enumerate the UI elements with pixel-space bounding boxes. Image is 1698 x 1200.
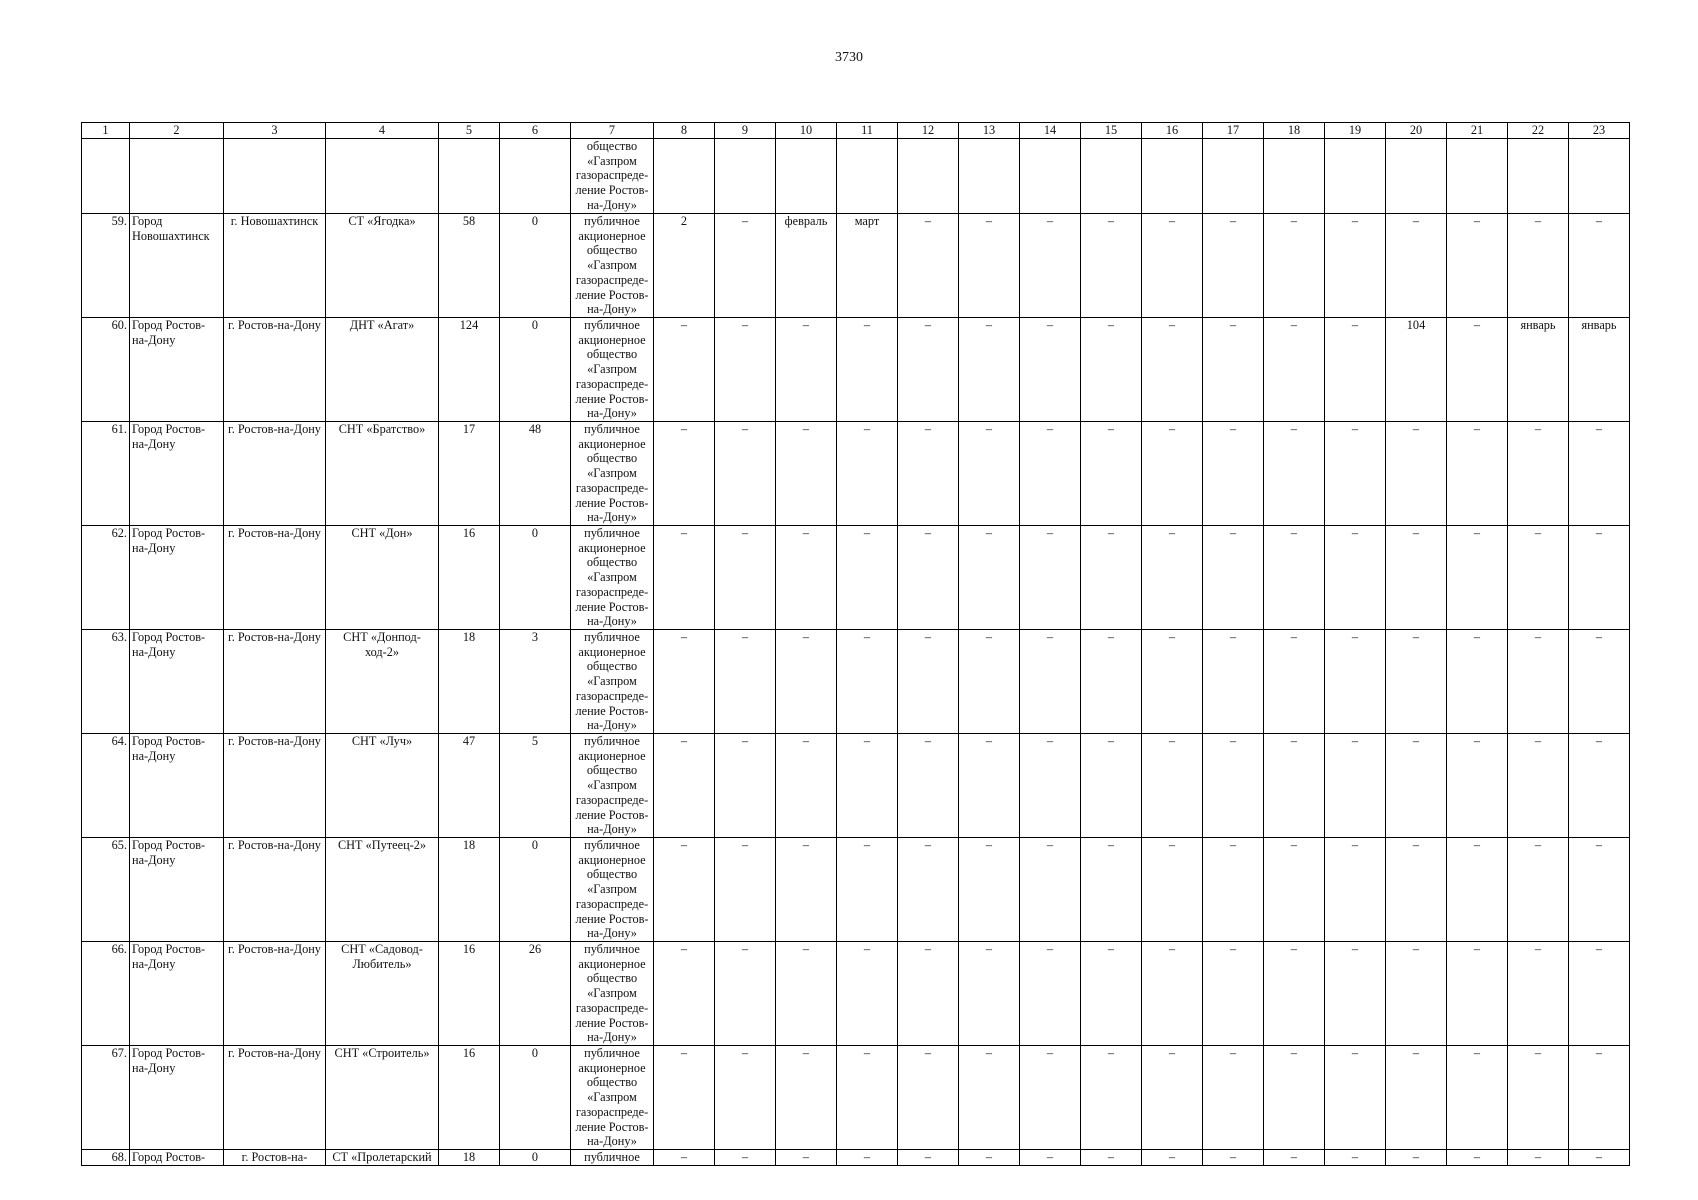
table-cell: – bbox=[776, 526, 837, 630]
table-cell: г. Ростов-на-Дону bbox=[224, 734, 326, 838]
table-cell: – bbox=[776, 630, 837, 734]
table-cell bbox=[1020, 139, 1081, 214]
table-cell: Город Ростов-на-Дону bbox=[130, 526, 224, 630]
table-cell: Город Ростов-на-Дону bbox=[130, 318, 224, 422]
table-cell: – bbox=[1386, 1150, 1447, 1166]
table-cell: Город Ростов-на-Дону bbox=[130, 1046, 224, 1150]
table-cell: – bbox=[959, 838, 1020, 942]
table-cell bbox=[500, 139, 571, 214]
table-cell: – bbox=[1264, 838, 1325, 942]
table-cell: Город Ростов- bbox=[130, 1150, 224, 1166]
table-cell: – bbox=[1325, 318, 1386, 422]
table-cell bbox=[837, 139, 898, 214]
table-cell: – bbox=[898, 422, 959, 526]
table-cell: – bbox=[1447, 422, 1508, 526]
table-cell: – bbox=[1081, 1046, 1142, 1150]
table-cell: 58 bbox=[439, 214, 500, 318]
table-cell: – bbox=[1386, 734, 1447, 838]
table-cell: – bbox=[837, 1150, 898, 1166]
table-row bbox=[82, 1150, 1630, 1166]
table-cell: – bbox=[1142, 526, 1203, 630]
table-row bbox=[82, 1046, 1630, 1150]
table-cell: публичное акционерное общество «Газпром газораспреде-ление Ростов-на-Дону» bbox=[571, 734, 654, 838]
table-cell: 16 bbox=[439, 1046, 500, 1150]
table-cell: – bbox=[898, 1046, 959, 1150]
col-header: 6 bbox=[500, 123, 571, 139]
table-cell: – bbox=[898, 318, 959, 422]
table-cell: – bbox=[837, 630, 898, 734]
table-cell bbox=[224, 139, 326, 214]
table-cell: – bbox=[1020, 942, 1081, 1046]
table-cell: 104 bbox=[1386, 318, 1447, 422]
table-cell: – bbox=[837, 838, 898, 942]
table-cell: – bbox=[1325, 214, 1386, 318]
table-cell: – bbox=[898, 838, 959, 942]
table-row bbox=[82, 526, 1630, 630]
table-cell: – bbox=[1325, 630, 1386, 734]
table-cell: Город Ростов-на-Дону bbox=[130, 734, 224, 838]
table-cell: – bbox=[1142, 942, 1203, 1046]
table-cell: – bbox=[654, 318, 715, 422]
table-cell: 62. bbox=[82, 526, 130, 630]
table-cell: – bbox=[837, 422, 898, 526]
table-cell: 61. bbox=[82, 422, 130, 526]
table-row bbox=[82, 838, 1630, 942]
table-cell: – bbox=[1447, 630, 1508, 734]
table-cell: г. Новошахтинск bbox=[224, 214, 326, 318]
table-cell: 0 bbox=[500, 1150, 571, 1166]
table-cell bbox=[1264, 139, 1325, 214]
col-header: 7 bbox=[571, 123, 654, 139]
table-cell: – bbox=[898, 214, 959, 318]
table-cell: – bbox=[715, 1150, 776, 1166]
table-cell: – bbox=[1081, 942, 1142, 1046]
table-cell: – bbox=[1325, 1046, 1386, 1150]
table-cell: г. Ростов-на-Дону bbox=[224, 526, 326, 630]
table-cell: Город Ростов-на-Дону bbox=[130, 838, 224, 942]
table-cell: – bbox=[837, 942, 898, 1046]
table-cell: февраль bbox=[776, 214, 837, 318]
table-cell: – bbox=[715, 630, 776, 734]
col-header: 8 bbox=[654, 123, 715, 139]
table-cell: – bbox=[1142, 1150, 1203, 1166]
table-cell bbox=[1386, 139, 1447, 214]
table-cell: 0 bbox=[500, 1046, 571, 1150]
table-cell: публичное акционерное общество «Газпром газораспреде-ление Ростов-на-Дону» bbox=[571, 1046, 654, 1150]
table-cell: – bbox=[654, 942, 715, 1046]
table-cell: – bbox=[1264, 734, 1325, 838]
table-cell: – bbox=[1081, 1150, 1142, 1166]
table-cell bbox=[1203, 139, 1264, 214]
col-header: 5 bbox=[439, 123, 500, 139]
table-cell: 65. bbox=[82, 838, 130, 942]
table-cell: – bbox=[715, 526, 776, 630]
table-cell: 17 bbox=[439, 422, 500, 526]
table-cell: СНТ «Путеец-2» bbox=[326, 838, 439, 942]
table-cell: 18 bbox=[439, 630, 500, 734]
table-cell: – bbox=[1447, 734, 1508, 838]
table-cell: – bbox=[654, 838, 715, 942]
table-cell: – bbox=[959, 630, 1020, 734]
table-cell bbox=[776, 139, 837, 214]
table-cell: – bbox=[1203, 422, 1264, 526]
table-cell: г. Ростов-на- bbox=[224, 1150, 326, 1166]
table-cell: 67. bbox=[82, 1046, 130, 1150]
table-cell: – bbox=[1264, 422, 1325, 526]
table-cell: 18 bbox=[439, 1150, 500, 1166]
table-cell: СНТ «Дон» bbox=[326, 526, 439, 630]
page-number: 3730 bbox=[835, 50, 863, 65]
table-cell: – bbox=[959, 1150, 1020, 1166]
table-cell bbox=[715, 139, 776, 214]
table-cell bbox=[1447, 139, 1508, 214]
col-header: 11 bbox=[837, 123, 898, 139]
table-cell: – bbox=[1081, 214, 1142, 318]
table-cell: 16 bbox=[439, 942, 500, 1046]
table-cell: – bbox=[1081, 838, 1142, 942]
table-cell: 48 bbox=[500, 422, 571, 526]
col-header: 9 bbox=[715, 123, 776, 139]
table-cell: – bbox=[1447, 318, 1508, 422]
table-cell bbox=[1325, 139, 1386, 214]
table-cell: 5 bbox=[500, 734, 571, 838]
table-cell: – bbox=[654, 422, 715, 526]
table-cell: – bbox=[1386, 1046, 1447, 1150]
table-cell: 60. bbox=[82, 318, 130, 422]
table-cell: – bbox=[776, 1150, 837, 1166]
table-cell: – bbox=[776, 1046, 837, 1150]
table-cell: – bbox=[1142, 214, 1203, 318]
table-cell: 64. bbox=[82, 734, 130, 838]
table-cell: – bbox=[1020, 1150, 1081, 1166]
col-header: 1 bbox=[82, 123, 130, 139]
table-cell bbox=[1081, 139, 1142, 214]
table-cell: январь bbox=[1569, 318, 1630, 422]
table-cell: – bbox=[1203, 1046, 1264, 1150]
table-cell: – bbox=[1264, 526, 1325, 630]
table-cell bbox=[654, 139, 715, 214]
col-header: 22 bbox=[1508, 123, 1569, 139]
table-cell: – bbox=[1569, 1046, 1630, 1150]
table-cell: – bbox=[1508, 838, 1569, 942]
table-cell: – bbox=[1020, 422, 1081, 526]
table-cell: – bbox=[1264, 318, 1325, 422]
table-cell: 0 bbox=[500, 214, 571, 318]
table-cell: 68. bbox=[82, 1150, 130, 1166]
table-cell: – bbox=[1203, 942, 1264, 1046]
table-cell: – bbox=[837, 734, 898, 838]
table-cell: – bbox=[1386, 630, 1447, 734]
header-row bbox=[82, 123, 1630, 139]
table-cell: – bbox=[1264, 1150, 1325, 1166]
table-cell: – bbox=[1020, 214, 1081, 318]
table-cell: январь bbox=[1508, 318, 1569, 422]
table-cell: – bbox=[1569, 214, 1630, 318]
table-cell: – bbox=[837, 318, 898, 422]
table-cell: 0 bbox=[500, 526, 571, 630]
table-cell: публичное акционерное общество «Газпром газораспреде-ление Ростов-на-Дону» bbox=[571, 526, 654, 630]
table-cell: – bbox=[654, 630, 715, 734]
table-cell: – bbox=[1325, 734, 1386, 838]
col-header: 3 bbox=[224, 123, 326, 139]
table-cell: – bbox=[1203, 1150, 1264, 1166]
table-cell: – bbox=[1386, 942, 1447, 1046]
table-cell: – bbox=[1569, 422, 1630, 526]
table-cell: – bbox=[1142, 422, 1203, 526]
table-cell: – bbox=[1142, 1046, 1203, 1150]
table-cell: – bbox=[1142, 318, 1203, 422]
table-cell: – bbox=[1569, 838, 1630, 942]
table-cell: – bbox=[1508, 734, 1569, 838]
table-cell: – bbox=[715, 1046, 776, 1150]
table-cell bbox=[439, 139, 500, 214]
table-cell: – bbox=[1508, 214, 1569, 318]
table-cell: г. Ростов-на-Дону bbox=[224, 942, 326, 1046]
table-cell: – bbox=[1020, 318, 1081, 422]
table-cell: – bbox=[898, 1150, 959, 1166]
col-header: 15 bbox=[1081, 123, 1142, 139]
table-cell: г. Ростов-на-Дону bbox=[224, 422, 326, 526]
table-cell: – bbox=[715, 422, 776, 526]
col-header: 12 bbox=[898, 123, 959, 139]
table-cell: – bbox=[776, 942, 837, 1046]
table-cell bbox=[326, 139, 439, 214]
table-cell: – bbox=[715, 942, 776, 1046]
table-cell: – bbox=[1325, 942, 1386, 1046]
table-cell: – bbox=[1020, 630, 1081, 734]
table-cell: – bbox=[715, 838, 776, 942]
table-cell: 47 bbox=[439, 734, 500, 838]
continuation-row bbox=[82, 139, 1630, 214]
table-cell: – bbox=[1447, 214, 1508, 318]
table-cell: – bbox=[1081, 630, 1142, 734]
table-cell: – bbox=[1325, 526, 1386, 630]
table-cell: – bbox=[1447, 1150, 1508, 1166]
table-cell: – bbox=[1508, 526, 1569, 630]
table-row bbox=[82, 942, 1630, 1046]
table-cell: – bbox=[1142, 734, 1203, 838]
table-cell: – bbox=[1020, 526, 1081, 630]
table-cell: март bbox=[837, 214, 898, 318]
col-header: 21 bbox=[1447, 123, 1508, 139]
col-header: 2 bbox=[130, 123, 224, 139]
table-cell: – bbox=[1508, 1046, 1569, 1150]
table-cell: общество «Газпром газораспреде-ление Ростов-на-Дону» bbox=[571, 139, 654, 214]
table-cell: Город Ростов-на-Дону bbox=[130, 422, 224, 526]
table-cell: СНТ «Строитель» bbox=[326, 1046, 439, 1150]
table-cell: СНТ «Донпод-ход-2» bbox=[326, 630, 439, 734]
table-cell: – bbox=[776, 318, 837, 422]
table-cell: 63. bbox=[82, 630, 130, 734]
table-cell: – bbox=[1264, 942, 1325, 1046]
table-cell: 59. bbox=[82, 214, 130, 318]
table-cell: – bbox=[1020, 734, 1081, 838]
table-cell bbox=[1142, 139, 1203, 214]
table-cell: – bbox=[1447, 942, 1508, 1046]
table-cell: – bbox=[1264, 1046, 1325, 1150]
table-cell: – bbox=[654, 1046, 715, 1150]
table-cell: – bbox=[898, 942, 959, 1046]
table-cell: публичное акционерное общество «Газпром газораспреде-ление Ростов-на-Дону» bbox=[571, 214, 654, 318]
table-cell: СТ «Ягодка» bbox=[326, 214, 439, 318]
table-cell: г. Ростов-на-Дону bbox=[224, 1046, 326, 1150]
table-cell: – bbox=[776, 422, 837, 526]
table-cell: – bbox=[959, 318, 1020, 422]
table-cell: – bbox=[1203, 526, 1264, 630]
col-header: 17 bbox=[1203, 123, 1264, 139]
table-cell: – bbox=[1447, 526, 1508, 630]
col-header: 14 bbox=[1020, 123, 1081, 139]
table-cell bbox=[898, 139, 959, 214]
table-cell: – bbox=[1325, 422, 1386, 526]
table-cell: – bbox=[1020, 1046, 1081, 1150]
table-cell: – bbox=[837, 1046, 898, 1150]
table-cell: – bbox=[1081, 318, 1142, 422]
table-cell: – bbox=[1203, 630, 1264, 734]
col-header: 16 bbox=[1142, 123, 1203, 139]
table-cell bbox=[1569, 139, 1630, 214]
table-cell: – bbox=[1203, 214, 1264, 318]
table-cell: ДНТ «Агат» bbox=[326, 318, 439, 422]
table-cell: – bbox=[1569, 630, 1630, 734]
table-cell: публичное акционерное общество «Газпром газораспреде-ление Ростов-на-Дону» bbox=[571, 422, 654, 526]
col-header: 18 bbox=[1264, 123, 1325, 139]
table-cell: – bbox=[1081, 422, 1142, 526]
table-cell: Город Ростов-на-Дону bbox=[130, 942, 224, 1046]
table-cell: – bbox=[654, 1150, 715, 1166]
table-cell: публичное bbox=[571, 1150, 654, 1166]
table-cell: г. Ростов-на-Дону bbox=[224, 838, 326, 942]
table-cell: – bbox=[1508, 1150, 1569, 1166]
table-cell: – bbox=[837, 526, 898, 630]
table-cell bbox=[130, 139, 224, 214]
table-cell: – bbox=[1203, 318, 1264, 422]
table-cell: – bbox=[1325, 838, 1386, 942]
table-cell: Город Новошахтинск bbox=[130, 214, 224, 318]
table-cell: – bbox=[1203, 838, 1264, 942]
table-cell: СНТ «Братство» bbox=[326, 422, 439, 526]
table-cell: – bbox=[1020, 838, 1081, 942]
table-cell bbox=[959, 139, 1020, 214]
table-row bbox=[82, 630, 1630, 734]
col-header: 20 bbox=[1386, 123, 1447, 139]
table-cell: – bbox=[959, 214, 1020, 318]
table-cell: – bbox=[1081, 526, 1142, 630]
table-cell: – bbox=[1386, 838, 1447, 942]
table-cell: – bbox=[1447, 838, 1508, 942]
table-cell: – bbox=[1264, 214, 1325, 318]
table-cell bbox=[1508, 139, 1569, 214]
table-cell: 18 bbox=[439, 838, 500, 942]
col-header: 10 bbox=[776, 123, 837, 139]
table-cell: – bbox=[1142, 838, 1203, 942]
table-cell: – bbox=[1203, 734, 1264, 838]
table-cell: СНТ «Садовод-Любитель» bbox=[326, 942, 439, 1046]
table-cell: – bbox=[1508, 942, 1569, 1046]
table-cell: – bbox=[1447, 1046, 1508, 1150]
table-cell: – bbox=[776, 838, 837, 942]
table-cell: СТ «Пролетарский bbox=[326, 1150, 439, 1166]
table-cell: 124 bbox=[439, 318, 500, 422]
table-cell: публичное акционерное общество «Газпром газораспреде-ление Ростов-на-Дону» bbox=[571, 318, 654, 422]
col-header: 19 bbox=[1325, 123, 1386, 139]
table-cell: – bbox=[959, 942, 1020, 1046]
table-cell: – bbox=[715, 214, 776, 318]
table-cell: публичное акционерное общество «Газпром газораспреде-ление Ростов-на-Дону» bbox=[571, 838, 654, 942]
table-cell: г. Ростов-на-Дону bbox=[224, 318, 326, 422]
table-cell: 16 bbox=[439, 526, 500, 630]
table-cell: – bbox=[1569, 526, 1630, 630]
table-cell: – bbox=[959, 734, 1020, 838]
table-cell: СНТ «Луч» bbox=[326, 734, 439, 838]
table-cell: – bbox=[1508, 422, 1569, 526]
table-cell: г. Ростов-на-Дону bbox=[224, 630, 326, 734]
table-cell: 26 bbox=[500, 942, 571, 1046]
table-cell: – bbox=[1325, 1150, 1386, 1166]
table-cell: 3 bbox=[500, 630, 571, 734]
col-header: 13 bbox=[959, 123, 1020, 139]
table-row bbox=[82, 734, 1630, 838]
table-cell: – bbox=[1142, 630, 1203, 734]
table-cell: – bbox=[1386, 422, 1447, 526]
table-cell: – bbox=[654, 734, 715, 838]
table-cell: – bbox=[1569, 1150, 1630, 1166]
table-cell: 2 bbox=[654, 214, 715, 318]
table-cell: – bbox=[898, 526, 959, 630]
table-cell: 0 bbox=[500, 318, 571, 422]
table-cell: – bbox=[1386, 526, 1447, 630]
table-cell: – bbox=[1508, 630, 1569, 734]
table-cell: 66. bbox=[82, 942, 130, 1046]
data-table bbox=[81, 122, 1630, 1166]
table-row bbox=[82, 318, 1630, 422]
table-cell: 0 bbox=[500, 838, 571, 942]
table-cell: – bbox=[959, 1046, 1020, 1150]
table-cell: публичное акционерное общество «Газпром газораспреде-ление Ростов-на-Дону» bbox=[571, 630, 654, 734]
table-cell: Город Ростов-на-Дону bbox=[130, 630, 224, 734]
table-cell: – bbox=[959, 422, 1020, 526]
table-cell: публичное акционерное общество «Газпром газораспреде-ление Ростов-на-Дону» bbox=[571, 942, 654, 1046]
table-cell: – bbox=[898, 734, 959, 838]
col-header: 23 bbox=[1569, 123, 1630, 139]
table-cell: – bbox=[1569, 734, 1630, 838]
table-cell: – bbox=[776, 734, 837, 838]
table-cell: – bbox=[1386, 214, 1447, 318]
table-cell: – bbox=[715, 734, 776, 838]
table-cell: – bbox=[654, 526, 715, 630]
table-row bbox=[82, 214, 1630, 318]
table-cell: – bbox=[1264, 630, 1325, 734]
table-row bbox=[82, 422, 1630, 526]
table-cell: – bbox=[959, 526, 1020, 630]
table-cell: – bbox=[1569, 942, 1630, 1046]
col-header: 4 bbox=[326, 123, 439, 139]
table-cell: – bbox=[1081, 734, 1142, 838]
table-cell bbox=[82, 139, 130, 214]
table-cell: – bbox=[898, 630, 959, 734]
table-cell: – bbox=[715, 318, 776, 422]
